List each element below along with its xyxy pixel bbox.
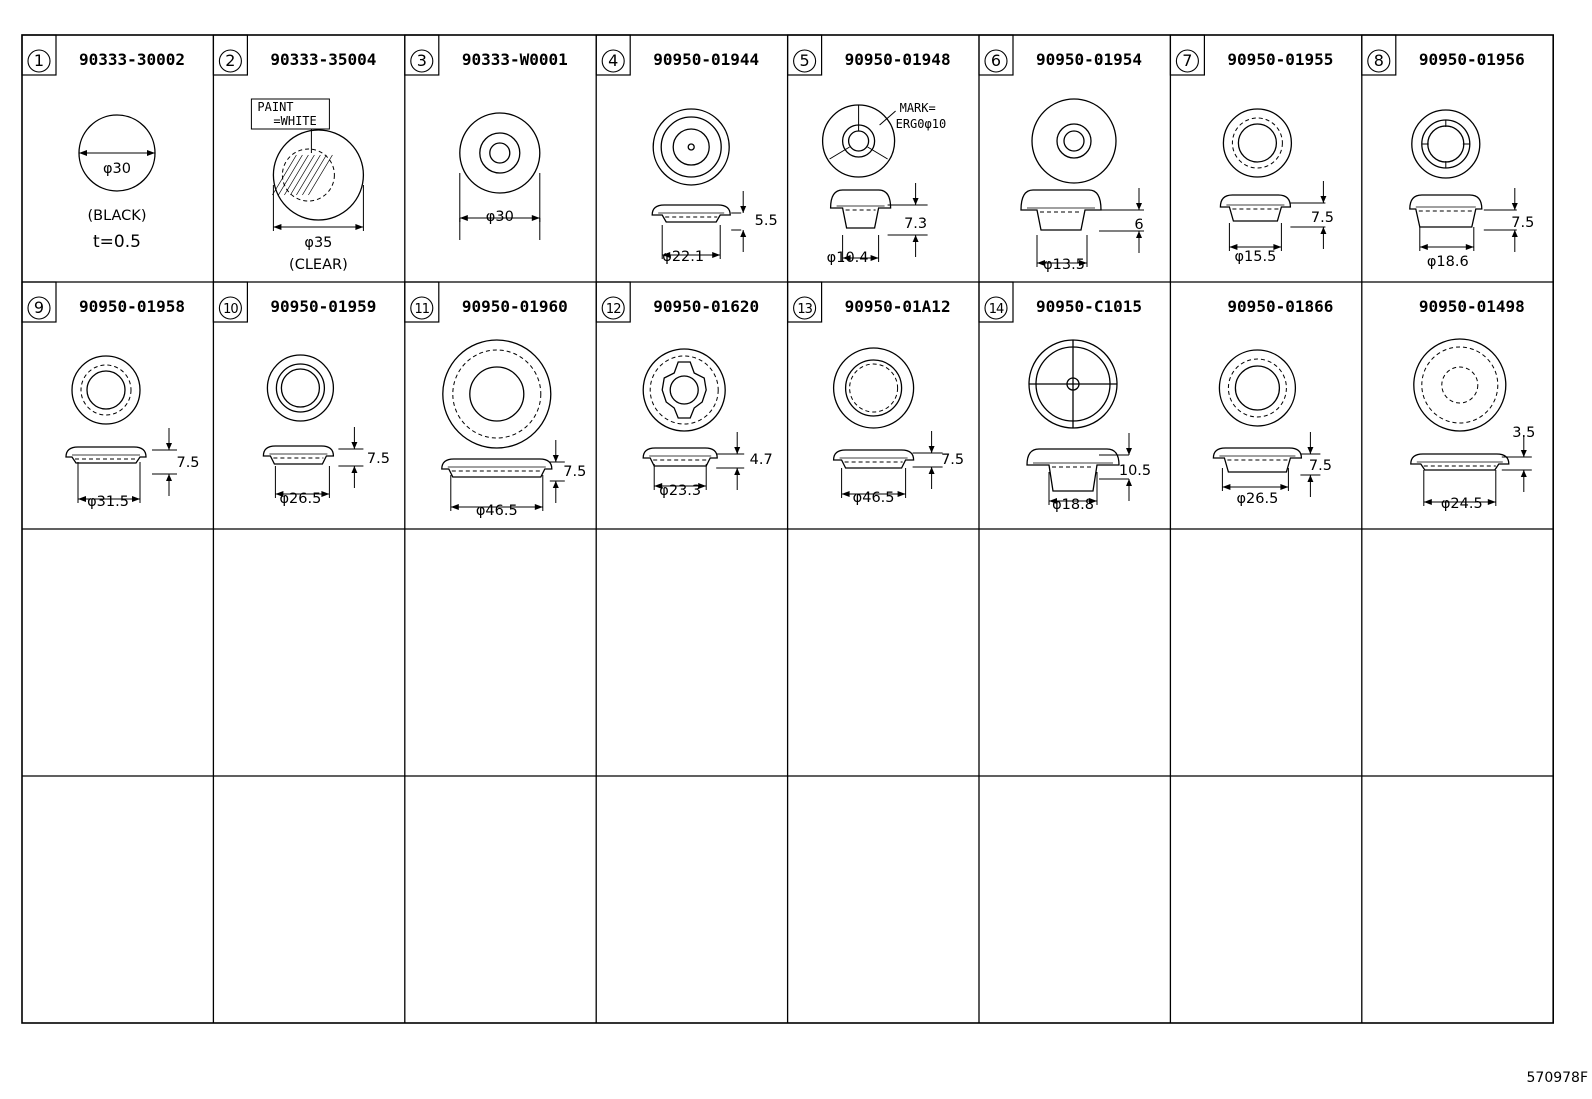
diameter-label: φ15.5 bbox=[1234, 249, 1277, 265]
empty-cell bbox=[597, 530, 786, 775]
part-cell bbox=[1411, 297, 1536, 512]
hatch-line bbox=[302, 155, 326, 195]
height-label: 7.5 bbox=[1308, 458, 1332, 474]
arrow-head bbox=[553, 481, 559, 488]
grommet-face bbox=[1219, 350, 1295, 426]
part-number: 90950-C1015 bbox=[1036, 297, 1142, 316]
part-number: 90333-30002 bbox=[79, 50, 185, 69]
diameter-label: φ26.5 bbox=[1236, 491, 1279, 507]
side-profile bbox=[831, 190, 891, 228]
arrow-head bbox=[929, 467, 935, 474]
height-label: 10.5 bbox=[1118, 463, 1152, 479]
part-number: 90950-01944 bbox=[653, 50, 760, 69]
height-label: 4.7 bbox=[749, 452, 773, 468]
arrow-head bbox=[1320, 196, 1326, 203]
side-profile bbox=[263, 446, 333, 464]
part-number: 90950-01948 bbox=[844, 50, 951, 69]
height-label: 3.5 bbox=[1512, 425, 1536, 441]
diameter-label: φ24.5 bbox=[1440, 496, 1483, 512]
arrow-head bbox=[166, 443, 172, 450]
arrow-head bbox=[740, 230, 746, 237]
empty-cell bbox=[980, 530, 1169, 775]
height-label: 7.5 bbox=[1310, 210, 1334, 226]
part-number: 90950-01958 bbox=[79, 297, 185, 316]
center-hole bbox=[281, 369, 319, 407]
empty-cell bbox=[23, 777, 212, 1022]
center-hole bbox=[1235, 366, 1279, 410]
center-hole bbox=[87, 371, 125, 409]
index-number: 2 bbox=[225, 51, 236, 70]
arrow-head bbox=[740, 206, 746, 213]
part-number: 90950-01960 bbox=[461, 297, 568, 316]
index-number: 13 bbox=[797, 302, 812, 317]
reference-code: 570978F bbox=[1526, 1070, 1588, 1086]
inner-ring bbox=[480, 133, 520, 173]
ring bbox=[81, 365, 131, 415]
empty-cell bbox=[214, 530, 403, 775]
part-number: 90333-35004 bbox=[270, 50, 377, 69]
arrow-head bbox=[132, 496, 140, 502]
arrow-head bbox=[1320, 227, 1326, 234]
arrow-head bbox=[1420, 244, 1428, 250]
index-number: 4 bbox=[608, 51, 619, 70]
hatch-line bbox=[296, 155, 320, 195]
hatch-line bbox=[284, 155, 308, 195]
arrow-head bbox=[1521, 470, 1527, 477]
empty-cell bbox=[1171, 530, 1360, 775]
index-number: 8 bbox=[1373, 51, 1384, 70]
part-number: 90950-01956 bbox=[1418, 50, 1525, 69]
arrow-head bbox=[451, 504, 459, 510]
side-profile bbox=[834, 450, 914, 468]
height-label: 7.3 bbox=[904, 216, 928, 232]
side-profile bbox=[1021, 190, 1101, 230]
part-cell bbox=[596, 35, 778, 265]
ring bbox=[453, 350, 541, 438]
empty-cell bbox=[406, 530, 595, 775]
arrow-head bbox=[734, 447, 740, 454]
arrow-head bbox=[1136, 203, 1142, 210]
arrow-head bbox=[1424, 499, 1432, 505]
grommet-face bbox=[1032, 99, 1116, 183]
empty-cell bbox=[980, 777, 1169, 1022]
arrow-head bbox=[351, 442, 357, 449]
side-profile bbox=[442, 459, 552, 477]
part-cell bbox=[22, 282, 200, 510]
arrow-head bbox=[532, 215, 540, 221]
center-hole bbox=[1064, 131, 1084, 151]
rib bbox=[868, 147, 888, 159]
hatch-line bbox=[290, 155, 314, 195]
diameter-label: φ46.5 bbox=[475, 503, 518, 519]
empty-cell bbox=[406, 777, 595, 1022]
ring bbox=[1422, 347, 1498, 423]
hatch-line bbox=[308, 155, 332, 195]
index-number: 9 bbox=[33, 298, 45, 317]
center-hole bbox=[688, 144, 694, 150]
ring bbox=[276, 364, 324, 412]
arrow-head bbox=[273, 224, 281, 230]
part-cell bbox=[1170, 35, 1334, 265]
index-number: 1 bbox=[33, 51, 45, 70]
part-cell bbox=[22, 35, 185, 252]
arrow-head bbox=[871, 255, 879, 261]
empty-cell bbox=[1363, 777, 1552, 1022]
index-number: 5 bbox=[799, 51, 810, 70]
arrow-head bbox=[913, 235, 919, 242]
diameter-label: φ23.3 bbox=[659, 483, 702, 499]
part-cell bbox=[788, 35, 951, 266]
empty-cell bbox=[23, 530, 212, 775]
empty-cell bbox=[214, 777, 403, 1022]
center-hole bbox=[1442, 367, 1478, 403]
part-cell bbox=[596, 282, 773, 499]
star-clip bbox=[662, 362, 706, 418]
arrow-head bbox=[147, 150, 155, 156]
paint-note: PAINT bbox=[257, 100, 294, 114]
arrow-head bbox=[1512, 203, 1518, 210]
height-label: 7.5 bbox=[563, 464, 587, 480]
height-label: 7.5 bbox=[941, 452, 965, 468]
center-hole bbox=[850, 364, 898, 412]
part-number: 90333-W0001 bbox=[461, 50, 568, 69]
arrow-head bbox=[351, 466, 357, 473]
rib bbox=[830, 147, 850, 159]
arrow-head bbox=[712, 252, 720, 258]
center-hole bbox=[670, 376, 698, 404]
index-number: 12 bbox=[605, 302, 621, 317]
arrow-head bbox=[1126, 448, 1132, 455]
ring bbox=[1238, 124, 1276, 162]
mark-note: MARK= bbox=[899, 101, 936, 115]
part-number: 90950-01955 bbox=[1227, 50, 1334, 69]
part-cell bbox=[405, 282, 587, 519]
arrow-head bbox=[78, 496, 86, 502]
part-number: 90950-01866 bbox=[1227, 297, 1334, 316]
diameter-label: φ22.1 bbox=[662, 249, 705, 265]
center-hole bbox=[490, 143, 510, 163]
diameter-label: φ26.5 bbox=[279, 491, 322, 507]
part-cell bbox=[405, 35, 568, 240]
arrow-head bbox=[913, 198, 919, 205]
arrow-head bbox=[734, 468, 740, 475]
part-cell bbox=[1362, 35, 1535, 270]
diameter-label: φ18.8 bbox=[1052, 497, 1094, 513]
empty-cell bbox=[789, 777, 978, 1022]
arrow-head bbox=[1280, 484, 1288, 490]
arrow-head bbox=[1488, 499, 1496, 505]
arrow-head bbox=[842, 491, 850, 497]
arrow-head bbox=[1307, 475, 1313, 482]
part-number: 90950-01954 bbox=[1036, 50, 1142, 69]
center-hole bbox=[1428, 126, 1464, 162]
part-cell bbox=[213, 35, 376, 273]
plug-face bbox=[273, 130, 363, 220]
diameter-label: φ30 bbox=[102, 161, 132, 177]
center-hole bbox=[470, 367, 524, 421]
arrow-head bbox=[1512, 230, 1518, 237]
empty-cell bbox=[597, 777, 786, 1022]
ring bbox=[1057, 124, 1091, 158]
index-number: 6 bbox=[990, 51, 1002, 70]
empty-cell bbox=[1363, 530, 1552, 775]
part-cell bbox=[1213, 297, 1333, 507]
side-profile bbox=[1220, 195, 1290, 221]
part-number: 90950-01620 bbox=[653, 297, 760, 316]
ring bbox=[1232, 118, 1282, 168]
index-number: 14 bbox=[988, 302, 1004, 317]
diameter-label: φ46.5 bbox=[852, 490, 895, 506]
arrow-head bbox=[355, 224, 363, 230]
ring bbox=[1422, 120, 1470, 168]
empty-cell bbox=[1171, 777, 1360, 1022]
diameter-label: φ18.6 bbox=[1426, 254, 1469, 270]
height-label: 7.5 bbox=[1511, 215, 1535, 231]
arrow-head bbox=[166, 474, 172, 481]
arrow-head bbox=[1307, 447, 1313, 454]
grommet-face bbox=[72, 356, 140, 424]
index-number: 10 bbox=[223, 302, 238, 317]
arrow-head bbox=[929, 446, 935, 453]
grommet-face bbox=[653, 109, 729, 185]
part-cell bbox=[979, 35, 1144, 273]
diameter-label: φ35 bbox=[304, 235, 333, 251]
ring bbox=[846, 360, 902, 416]
part-number: 90950-01498 bbox=[1418, 297, 1525, 316]
height-label: 7.5 bbox=[366, 451, 390, 467]
part-number: 90950-01A12 bbox=[844, 297, 951, 316]
part-cell bbox=[979, 282, 1151, 513]
grommet-face bbox=[1223, 109, 1291, 177]
center-hole bbox=[849, 131, 869, 151]
side-profile bbox=[643, 448, 717, 466]
arrow-head bbox=[1466, 244, 1474, 250]
height-label: 7.5 bbox=[176, 455, 200, 471]
height-label: 6 bbox=[1134, 217, 1144, 233]
side-profile bbox=[652, 205, 730, 222]
plug-face bbox=[460, 113, 540, 193]
color-note: (CLEAR) bbox=[289, 257, 348, 273]
diameter-label: φ10.4 bbox=[826, 250, 869, 266]
height-label: 5.5 bbox=[754, 213, 778, 229]
ring bbox=[650, 356, 718, 424]
diameter-label: φ13.5 bbox=[1043, 257, 1085, 273]
arrow-head bbox=[321, 491, 329, 497]
arrow-head bbox=[898, 491, 906, 497]
part-cell bbox=[788, 282, 965, 506]
grommet-face bbox=[1414, 339, 1506, 431]
hatch-line bbox=[278, 155, 302, 195]
part-cell bbox=[213, 282, 390, 507]
arrow-head bbox=[553, 455, 559, 462]
arrow-head bbox=[79, 150, 87, 156]
paint-color-note: =WHITE bbox=[273, 114, 317, 128]
arrow-head bbox=[1222, 484, 1230, 490]
ring bbox=[673, 129, 709, 165]
mark-value-note: ERG0φ10 bbox=[895, 117, 947, 131]
diameter-label: φ31.5 bbox=[87, 494, 129, 510]
arrow-head bbox=[1521, 450, 1527, 457]
empty-cell bbox=[789, 530, 978, 775]
diameter-label: φ30 bbox=[485, 209, 514, 225]
arrow-head bbox=[460, 215, 468, 221]
thickness-note: t=0.5 bbox=[93, 232, 141, 252]
grommet-face bbox=[443, 340, 551, 448]
index-number: 11 bbox=[414, 302, 430, 317]
grommet-face bbox=[643, 349, 725, 431]
grommet-face bbox=[267, 355, 333, 421]
index-number: 7 bbox=[1182, 51, 1193, 70]
ring bbox=[1228, 359, 1286, 417]
arrow-head bbox=[1126, 479, 1132, 486]
color-note: (BLACK) bbox=[87, 208, 147, 224]
index-number: 3 bbox=[416, 51, 427, 70]
part-number: 90950-01959 bbox=[270, 297, 377, 316]
ring bbox=[661, 117, 721, 177]
arrow-head bbox=[535, 504, 543, 510]
